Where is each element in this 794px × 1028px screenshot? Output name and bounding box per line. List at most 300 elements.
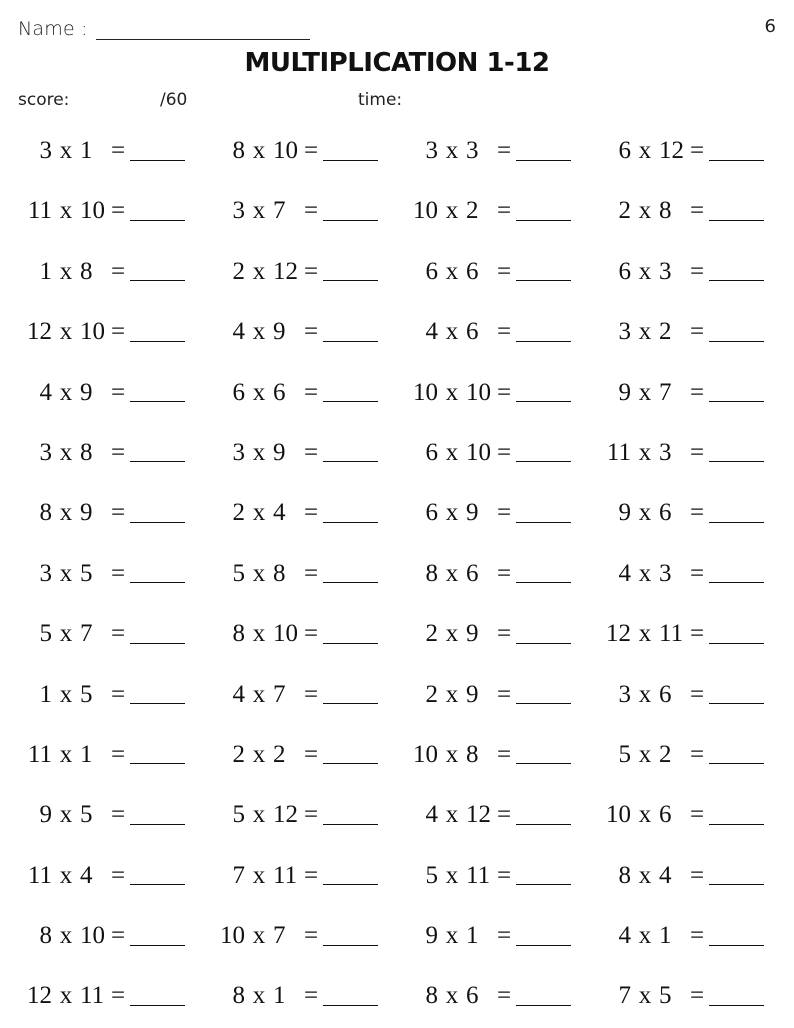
factor-a: 2 [425, 680, 438, 708]
answer-blank[interactable] [130, 570, 185, 583]
factor-b: 10 [80, 318, 105, 346]
equals-sign: = [689, 620, 705, 648]
times-sign: x [252, 801, 266, 829]
equals-sign: = [303, 378, 319, 406]
factor-b: 10 [80, 197, 105, 225]
problem [22, 302, 185, 362]
answer-blank[interactable] [130, 812, 185, 825]
times-sign: x [59, 257, 73, 285]
answer-blank[interactable] [130, 751, 185, 764]
times-sign: x [59, 438, 73, 466]
factor-b: 11 [273, 861, 298, 889]
factor-b: 7 [659, 378, 672, 406]
factor-a: 11 [27, 861, 52, 889]
factor-a: 3 [232, 197, 245, 225]
factor-a: 8 [39, 499, 52, 527]
times-sign: x [252, 982, 266, 1010]
factor-a: 2 [232, 740, 245, 768]
equals-sign: = [303, 740, 319, 768]
equals-sign: = [496, 318, 512, 346]
problem-row [0, 665, 794, 725]
factor-b: 6 [466, 559, 479, 587]
factor-b: 8 [80, 438, 93, 466]
factor-b: 11 [659, 620, 684, 648]
factor-a: 6 [232, 378, 245, 406]
answer-blank[interactable] [130, 449, 185, 462]
equals-sign: = [496, 499, 512, 527]
equals-sign: = [689, 137, 705, 164]
times-sign: x [445, 559, 459, 587]
factor-a: 11 [27, 197, 52, 225]
answer-blank[interactable] [323, 449, 378, 462]
times-sign: x [252, 137, 266, 164]
times-sign: x [59, 740, 73, 768]
times-sign: x [445, 801, 459, 829]
factor-a: 3 [39, 559, 52, 587]
answer-blank[interactable] [709, 449, 764, 462]
factor-a: 3 [618, 680, 631, 708]
times-sign: x [252, 559, 266, 587]
factor-a: 1 [39, 257, 52, 285]
times-sign: x [445, 318, 459, 346]
answer-blank[interactable] [130, 933, 185, 946]
answer-blank[interactable] [516, 329, 571, 342]
answer-blank[interactable] [130, 993, 185, 1006]
problem [22, 544, 185, 604]
problem [408, 181, 571, 241]
times-sign: x [445, 620, 459, 648]
problem [408, 121, 571, 181]
factor-a: 6 [425, 438, 438, 466]
problem [22, 181, 185, 241]
times-sign: x [445, 438, 459, 466]
equals-sign: = [689, 438, 705, 466]
times-sign: x [59, 801, 73, 829]
equals-sign: = [496, 922, 512, 950]
factor-b: 9 [466, 620, 479, 648]
equals-sign: = [496, 378, 512, 406]
times-sign: x [252, 922, 266, 950]
factor-a: 8 [39, 922, 52, 950]
equals-sign: = [689, 740, 705, 768]
factor-b: 12 [466, 801, 491, 829]
problem-row [0, 302, 794, 362]
factor-a: 8 [232, 137, 245, 164]
answer-blank[interactable] [709, 389, 764, 402]
equals-sign: = [303, 318, 319, 346]
problem [601, 121, 764, 181]
answer-blank[interactable] [130, 208, 185, 221]
times-sign: x [445, 197, 459, 225]
name-blank[interactable] [96, 21, 310, 40]
score-label: score: [18, 90, 70, 110]
factor-b: 3 [659, 559, 672, 587]
factor-a: 4 [425, 318, 438, 346]
problem-row [0, 906, 794, 966]
equals-sign: = [496, 197, 512, 225]
answer-blank[interactable] [709, 268, 764, 281]
answer-blank[interactable] [516, 933, 571, 946]
factor-b: 5 [80, 559, 93, 587]
name-field [18, 18, 310, 40]
answer-blank[interactable] [323, 268, 378, 281]
factor-b: 1 [273, 982, 286, 1010]
times-sign: x [445, 680, 459, 708]
answer-blank[interactable] [516, 993, 571, 1006]
answer-blank[interactable] [709, 812, 764, 825]
times-sign: x [638, 801, 652, 829]
equals-sign: = [303, 257, 319, 285]
factor-b: 11 [466, 861, 491, 889]
factor-a: 5 [232, 801, 245, 829]
answer-blank[interactable] [323, 993, 378, 1006]
equals-sign: = [689, 559, 705, 587]
factor-a: 2 [425, 620, 438, 648]
factor-a: 3 [39, 137, 52, 164]
factor-b: 4 [659, 861, 672, 889]
factor-b: 1 [80, 740, 93, 768]
factor-b: 6 [659, 499, 672, 527]
factor-b: 11 [80, 982, 105, 1010]
times-sign: x [59, 680, 73, 708]
times-sign: x [445, 499, 459, 527]
times-sign: x [638, 620, 652, 648]
equals-sign: = [110, 438, 126, 466]
times-sign: x [638, 257, 652, 285]
times-sign: x [445, 740, 459, 768]
factor-b: 7 [273, 922, 286, 950]
equals-sign: = [689, 982, 705, 1010]
answer-blank[interactable] [516, 148, 571, 161]
equals-sign: = [110, 137, 126, 164]
factor-b: 10 [273, 137, 298, 164]
problem [601, 302, 764, 362]
equals-sign: = [689, 680, 705, 708]
answer-blank[interactable] [709, 751, 764, 764]
problem-row [0, 121, 794, 181]
factor-a: 5 [232, 559, 245, 587]
answer-blank[interactable] [323, 691, 378, 704]
problem [408, 544, 571, 604]
problem [215, 242, 378, 302]
times-sign: x [252, 197, 266, 225]
equals-sign: = [689, 257, 705, 285]
problem [408, 966, 571, 1026]
answer-blank[interactable] [130, 631, 185, 644]
problem [215, 121, 378, 181]
answer-blank[interactable] [130, 691, 185, 704]
times-sign: x [638, 499, 652, 527]
problem [601, 604, 764, 664]
factor-b: 10 [80, 922, 105, 950]
factor-b: 5 [80, 801, 93, 829]
factor-b: 6 [659, 680, 672, 708]
times-sign: x [445, 257, 459, 285]
problem [215, 725, 378, 785]
page-title: MULTIPLICATION 1-12 [244, 48, 550, 78]
equals-sign: = [496, 861, 512, 889]
answer-blank[interactable] [516, 389, 571, 402]
problem [215, 665, 378, 725]
problem [408, 302, 571, 362]
times-sign: x [252, 620, 266, 648]
factor-a: 7 [618, 982, 631, 1010]
equals-sign: = [110, 861, 126, 889]
times-sign: x [252, 680, 266, 708]
answer-blank[interactable] [323, 208, 378, 221]
equals-sign: = [110, 680, 126, 708]
problem [22, 785, 185, 845]
answer-blank[interactable] [516, 812, 571, 825]
problem [601, 665, 764, 725]
problem [601, 181, 764, 241]
factor-a: 3 [618, 318, 631, 346]
factor-b: 6 [466, 318, 479, 346]
equals-sign: = [110, 318, 126, 346]
problem [22, 423, 185, 483]
factor-b: 6 [273, 378, 286, 406]
times-sign: x [445, 861, 459, 889]
time-label: time: [358, 90, 403, 110]
answer-blank[interactable] [323, 812, 378, 825]
factor-b: 7 [80, 620, 93, 648]
factor-b: 5 [80, 680, 93, 708]
equals-sign: = [496, 982, 512, 1010]
factor-b: 4 [80, 861, 93, 889]
times-sign: x [638, 318, 652, 346]
factor-b: 3 [466, 137, 479, 164]
times-sign: x [638, 559, 652, 587]
answer-blank[interactable] [516, 510, 571, 523]
equals-sign: = [303, 499, 319, 527]
problem [22, 604, 185, 664]
answer-blank[interactable] [323, 389, 378, 402]
factor-b: 9 [273, 438, 286, 466]
times-sign: x [59, 559, 73, 587]
equals-sign: = [303, 137, 319, 164]
equals-sign: = [496, 559, 512, 587]
factor-a: 11 [606, 438, 631, 466]
times-sign: x [252, 257, 266, 285]
answer-blank[interactable] [516, 691, 571, 704]
equals-sign: = [110, 922, 126, 950]
answer-blank[interactable] [130, 389, 185, 402]
equals-sign: = [496, 620, 512, 648]
problem [408, 785, 571, 845]
factor-b: 1 [466, 922, 479, 950]
factor-a: 9 [618, 499, 631, 527]
factor-b: 8 [273, 559, 286, 587]
answer-blank[interactable] [323, 631, 378, 644]
times-sign: x [638, 197, 652, 225]
equals-sign: = [496, 438, 512, 466]
factor-a: 9 [39, 801, 52, 829]
factor-a: 5 [39, 620, 52, 648]
problem [215, 604, 378, 664]
answer-blank[interactable] [516, 268, 571, 281]
times-sign: x [638, 922, 652, 950]
times-sign: x [445, 922, 459, 950]
answer-blank[interactable] [323, 751, 378, 764]
answer-blank[interactable] [130, 872, 185, 885]
problem [22, 725, 185, 785]
answer-blank[interactable] [516, 208, 571, 221]
answer-blank[interactable] [323, 933, 378, 946]
factor-a: 9 [618, 378, 631, 406]
equals-sign: = [496, 740, 512, 768]
factor-a: 2 [232, 257, 245, 285]
times-sign: x [59, 378, 73, 406]
equals-sign: = [689, 922, 705, 950]
problem [408, 242, 571, 302]
page-number: 6 [764, 16, 776, 37]
equals-sign: = [689, 861, 705, 889]
problem [215, 785, 378, 845]
answer-blank[interactable] [516, 570, 571, 583]
factor-b: 9 [80, 499, 93, 527]
problem [601, 846, 764, 906]
factor-b: 5 [659, 982, 672, 1010]
equals-sign: = [689, 499, 705, 527]
problem [601, 483, 764, 543]
factor-b: 2 [659, 740, 672, 768]
equals-sign: = [110, 257, 126, 285]
times-sign: x [445, 378, 459, 406]
problem-row [0, 544, 794, 604]
factor-b: 10 [466, 438, 491, 466]
answer-blank[interactable] [323, 872, 378, 885]
factor-a: 8 [232, 620, 245, 648]
answer-blank[interactable] [130, 148, 185, 161]
times-sign: x [638, 137, 652, 164]
answer-blank[interactable] [709, 993, 764, 1006]
answer-blank[interactable] [709, 872, 764, 885]
problem [408, 604, 571, 664]
answer-blank[interactable] [130, 510, 185, 523]
factor-a: 8 [232, 982, 245, 1010]
answer-blank[interactable] [709, 631, 764, 644]
answer-blank[interactable] [709, 691, 764, 704]
problem [408, 423, 571, 483]
answer-blank[interactable] [323, 329, 378, 342]
factor-a: 8 [425, 559, 438, 587]
answer-blank[interactable] [323, 570, 378, 583]
problem [22, 665, 185, 725]
answer-blank[interactable] [130, 268, 185, 281]
equals-sign: = [303, 438, 319, 466]
problem [601, 363, 764, 423]
answer-blank[interactable] [516, 872, 571, 885]
answer-blank[interactable] [709, 933, 764, 946]
answer-blank[interactable] [130, 329, 185, 342]
factor-a: 10 [413, 378, 438, 406]
times-sign: x [59, 982, 73, 1010]
times-sign: x [59, 318, 73, 346]
equals-sign: = [303, 982, 319, 1010]
problem [22, 363, 185, 423]
equals-sign: = [110, 620, 126, 648]
factor-b: 9 [80, 378, 93, 406]
equals-sign: = [110, 559, 126, 587]
factor-b: 7 [273, 197, 286, 225]
problem-row [0, 483, 794, 543]
factor-b: 10 [466, 378, 491, 406]
score-total: /60 [160, 90, 188, 110]
problem [215, 181, 378, 241]
factor-b: 1 [80, 137, 93, 164]
factor-b: 9 [466, 499, 479, 527]
equals-sign: = [110, 378, 126, 406]
answer-blank[interactable] [323, 510, 378, 523]
equals-sign: = [496, 137, 512, 164]
factor-a: 4 [232, 318, 245, 346]
problem [601, 906, 764, 966]
problem-row [0, 604, 794, 664]
equals-sign: = [110, 982, 126, 1010]
answer-blank[interactable] [516, 449, 571, 462]
problem [215, 544, 378, 604]
equals-sign: = [689, 318, 705, 346]
problem-row [0, 363, 794, 423]
factor-a: 5 [425, 861, 438, 889]
problem [601, 544, 764, 604]
answer-blank[interactable] [516, 631, 571, 644]
factor-a: 7 [232, 861, 245, 889]
problem [22, 906, 185, 966]
factor-b: 6 [466, 982, 479, 1010]
problem-row [0, 423, 794, 483]
factor-b: 8 [80, 257, 93, 285]
times-sign: x [638, 740, 652, 768]
answer-blank[interactable] [709, 329, 764, 342]
factor-b: 12 [273, 257, 298, 285]
problem [601, 785, 764, 845]
factor-a: 1 [39, 680, 52, 708]
factor-b: 8 [659, 197, 672, 225]
answer-blank[interactable] [709, 208, 764, 221]
answer-blank[interactable] [709, 510, 764, 523]
equals-sign: = [689, 378, 705, 406]
factor-a: 6 [618, 257, 631, 285]
problem-grid [0, 121, 794, 1027]
times-sign: x [252, 318, 266, 346]
equals-sign: = [689, 197, 705, 225]
times-sign: x [59, 620, 73, 648]
times-sign: x [638, 982, 652, 1010]
problem [215, 906, 378, 966]
answer-blank[interactable] [709, 148, 764, 161]
answer-blank[interactable] [516, 751, 571, 764]
times-sign: x [445, 137, 459, 164]
factor-b: 12 [273, 801, 298, 829]
times-sign: x [59, 861, 73, 889]
equals-sign: = [496, 680, 512, 708]
factor-a: 12 [606, 620, 631, 648]
times-sign: x [59, 499, 73, 527]
factor-b: 1 [659, 922, 672, 950]
factor-a: 5 [618, 740, 631, 768]
factor-b: 7 [273, 680, 286, 708]
equals-sign: = [303, 801, 319, 829]
answer-blank[interactable] [323, 148, 378, 161]
factor-b: 6 [659, 801, 672, 829]
times-sign: x [59, 922, 73, 950]
factor-b: 9 [466, 680, 479, 708]
answer-blank[interactable] [709, 570, 764, 583]
problem [215, 423, 378, 483]
problem [601, 242, 764, 302]
equals-sign: = [303, 197, 319, 225]
